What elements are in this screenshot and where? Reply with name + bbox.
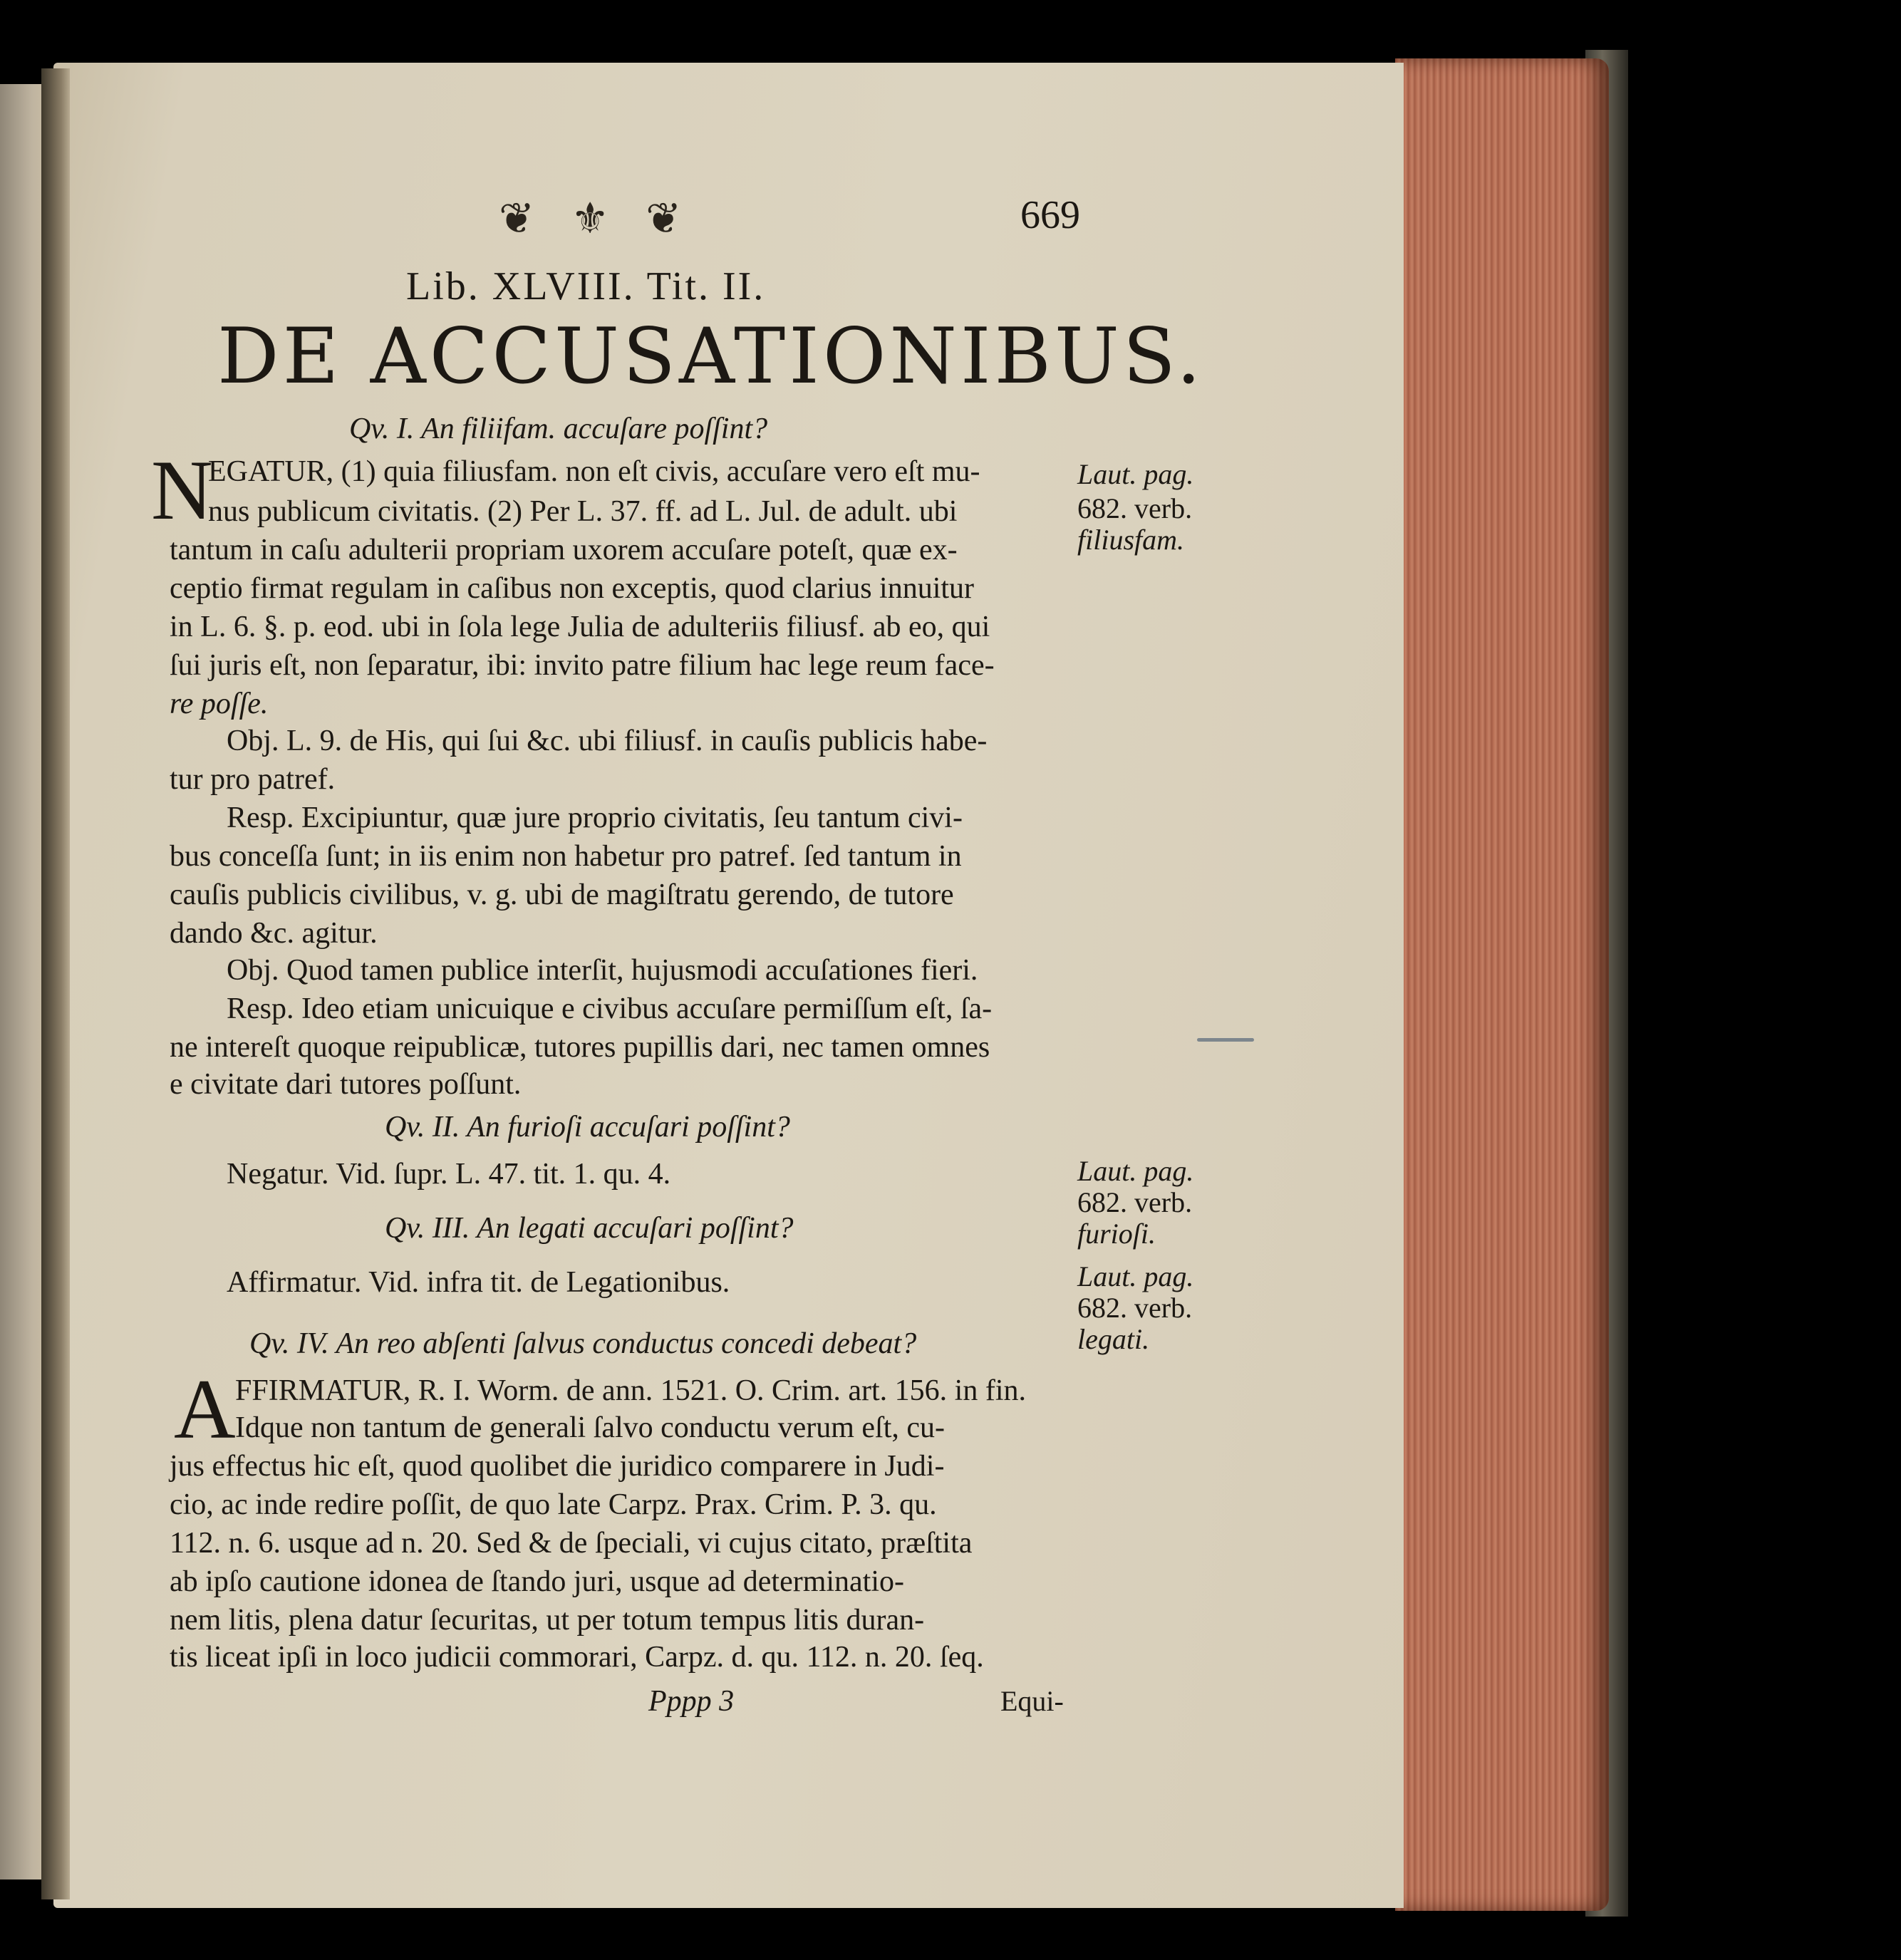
question-heading-4: Qv. IV. An reo abſenti ſalvus conductus concedi debeat? [249,1327,917,1360]
text-line: re poſſe. [170,688,269,720]
text-line: cio, ac inde redire poſſit, de quo late Carpz. Prax. Crim. P. 3. qu. [170,1488,937,1521]
text-line: ne intereſt quoque reipublicæ, tutores pupillis dari, nec tamen omnes [170,1031,990,1064]
text-line: in L. 6. §. p. eod. ubi in ſola lege Julia de adulteriis filiusf. ab eo, qui [170,611,990,643]
text-line: ab ipſo cautione idonea de ſtando juri, usque ad determinatio- [170,1565,905,1598]
marginal-note: legati. [1077,1323,1150,1355]
main-title: DE ACCUSATIONIBUS. [217,312,1205,401]
book-gutter [41,68,70,1899]
text-line: cauſis publicis civilibus, v. g. ubi de magiſtratu gerendo, de tutore [170,878,954,911]
ink-mark [1197,1038,1254,1042]
text-line: nus publicum civitatis. (2) Per L. 37. ff. ad L. Jul. de adult. ubi [208,495,958,528]
text-line: tis liceat ipſi in loco judicii commorari, Carpz. d. qu. 112. n. 20. ſeq. [170,1641,984,1674]
marginal-note: 682. verb. [1077,492,1193,524]
text-line: 112. n. 6. usque ad n. 20. Sed & de ſpeciali, vi cujus citato, præſtita [170,1527,973,1560]
text-line: Negatur. Vid. ſupr. L. 47. tit. 1. qu. 4. [227,1158,671,1191]
question-heading-2: Qv. II. An furioſi accuſari poſſint? [385,1111,790,1144]
header-ornament: ❦ ⚜ ❦ [499,195,695,242]
text-line: EGATUR, (1) quia filiusfam. non eſt civis, accuſare vero eſt mu- [208,455,980,488]
page-block-edge [1395,58,1609,1911]
text-line: tur pro patref. [170,763,336,796]
text-line: Resp. Ideo etiam unicuique e civibus accuſare permiſſum eſt, ſa- [227,992,993,1025]
text-line: Affirmatur. Vid. infra tit. de Legationibus. [227,1266,730,1299]
marginal-note: Laut. pag. [1077,1155,1194,1187]
signature-mark: Pppp 3 [648,1685,735,1718]
book-title-line: Lib. XLVIII. Tit. II. [406,264,766,308]
drop-cap-n: N [151,442,213,537]
text-line: nem litis, plena datur ſecuritas, ut per totum tempus litis duran- [170,1604,925,1637]
marginal-note: Laut. pag. [1077,458,1194,490]
marginal-note: Laut. pag. [1077,1260,1194,1292]
text-line: ceptio firmat regulam in caſibus non exceptis, quod clarius innuitur [170,572,975,605]
text-line: tantum in caſu adulterii propriam uxorem accuſare poteſt, quæ ex- [170,534,958,566]
text-line: bus conceſſa ſunt; in iis enim non habetur pro patref. ſed tantum in [170,840,962,873]
marginal-note: 682. verb. [1077,1186,1193,1218]
marginal-note: furioſi. [1077,1218,1156,1250]
question-heading-1: Qv. I. An filiifam. accuſare poſſint? [349,413,768,445]
text-line: Resp. Excipiuntur, quæ jure proprio civitatis, ſeu tantum civi- [227,802,963,834]
text-line: Idque non tantum de generali ſalvo conductu verum eſt, cu- [235,1411,946,1444]
marginal-note: 682. verb. [1077,1292,1193,1324]
marginal-note: filiusfam. [1077,524,1185,556]
text-line: Obj. Quod tamen publice interſit, hujusmodi accuſationes fieri. [227,954,978,987]
text-line: e civitate dari tutores poſſunt. [170,1068,522,1101]
drop-cap-a: A [174,1362,236,1456]
text-line: jus effectus hic eſt, quod quolibet die juridico comparere in Judi- [170,1450,945,1483]
page-number: 669 [1020,193,1080,237]
text-line: dando &c. agitur. [170,917,378,950]
question-heading-3: Qv. III. An legati accuſari poſſint? [385,1212,794,1245]
text-line: FFIRMATUR, R. I. Worm. de ann. 1521. O. Crim. art. 156. in fin. [235,1374,1026,1407]
catchword: Equi- [1000,1685,1064,1717]
text-line: Obj. L. 9. de His, qui ſui &c. ubi filiusf. in cauſis publicis habe- [227,725,988,757]
text-line: ſui juris eſt, non ſeparatur, ibi: invito patre filium hac lege reum face- [170,649,995,682]
